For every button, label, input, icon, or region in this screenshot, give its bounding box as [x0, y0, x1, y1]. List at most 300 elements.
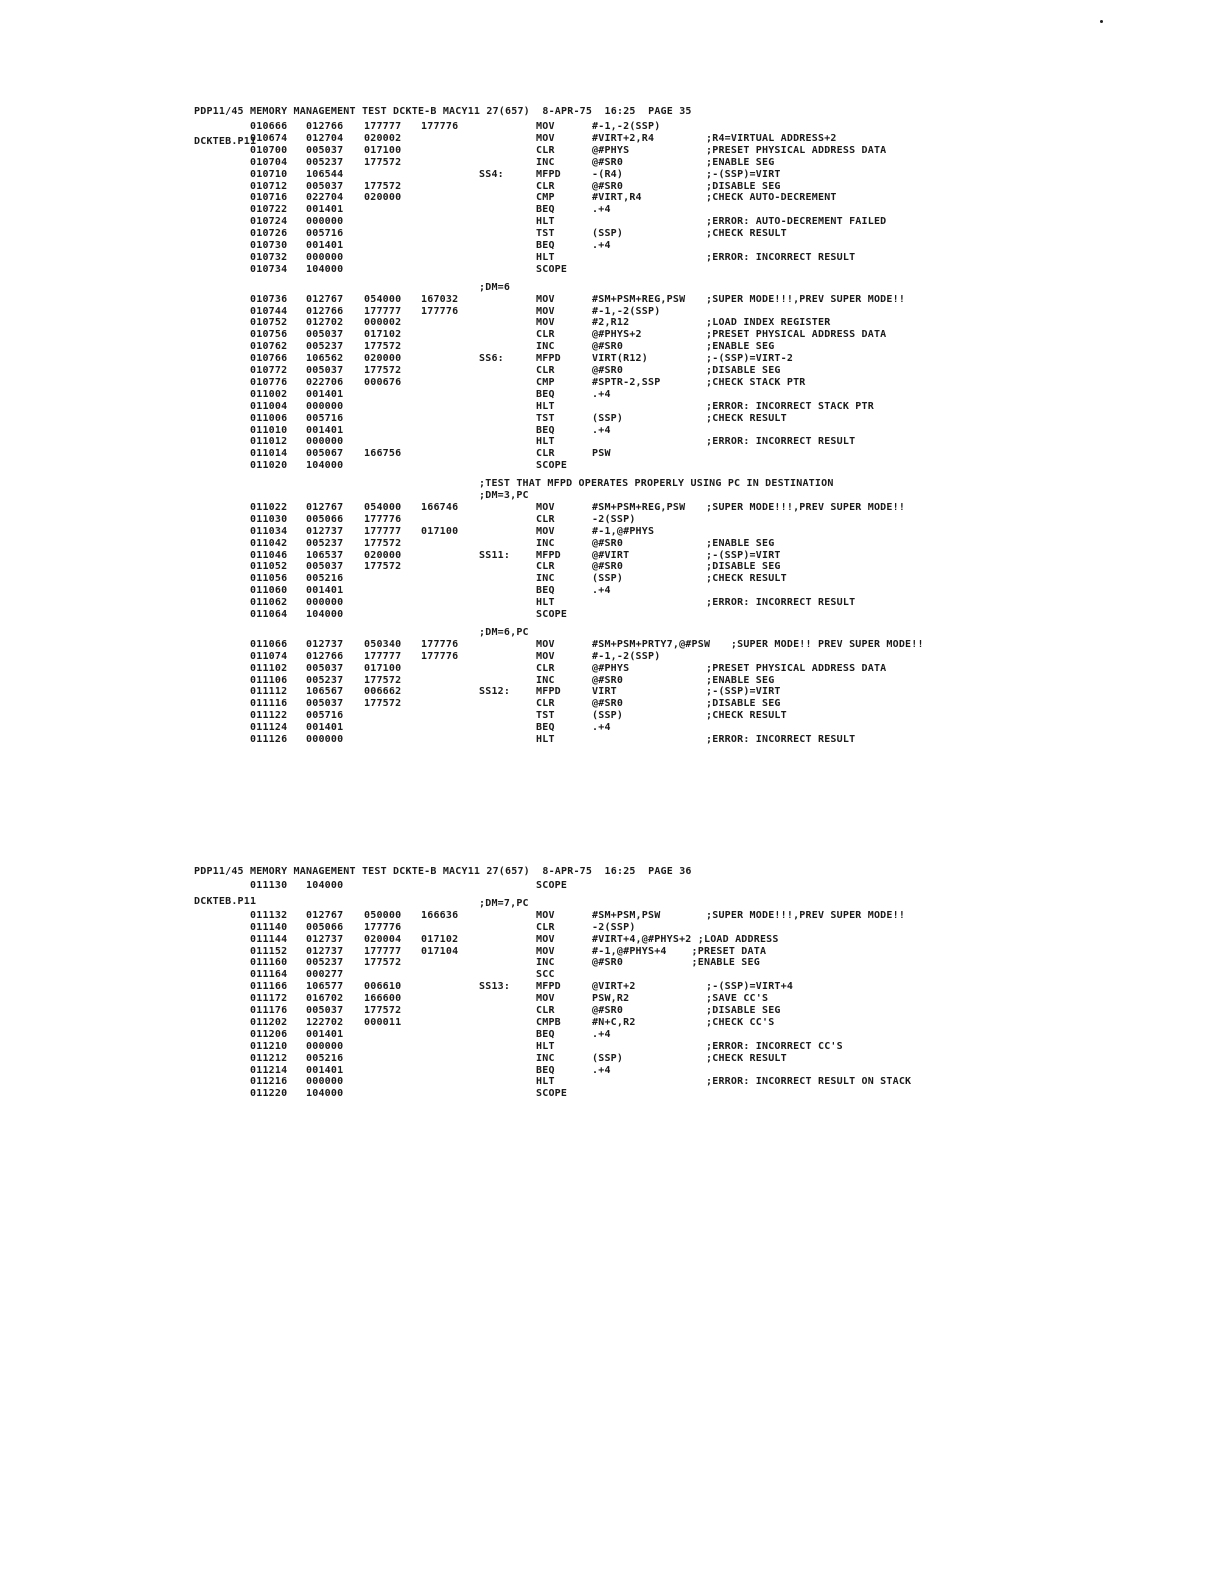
- cell-comment: ;ENABLE SEG: [706, 674, 775, 686]
- cell-arg: @VIRT+2: [592, 981, 636, 993]
- cell-w1: 106537: [306, 549, 344, 561]
- cell-addr: 011056: [250, 573, 288, 585]
- cell-op: CLR: [536, 513, 555, 525]
- cell-arg: VIRT: [592, 686, 617, 698]
- cell-addr: 011176: [250, 1005, 288, 1016]
- cell-addr: 011144: [250, 933, 288, 945]
- cell-addr: 010772: [250, 365, 288, 376]
- cell-addr: 011122: [250, 710, 288, 722]
- cell-w1: 005037: [306, 180, 344, 192]
- cell-w1: 005067: [306, 448, 344, 460]
- cell-w2: 020000: [364, 353, 402, 365]
- cell-addr: 011166: [250, 981, 288, 993]
- cell-op: TST: [536, 710, 555, 722]
- cell-w1: 001401: [306, 1028, 344, 1040]
- cell-w1: 104000: [306, 1088, 344, 1100]
- cell-w1: 001401: [306, 585, 344, 597]
- cell-w2: 177777: [364, 650, 402, 662]
- cell-addr: 011116: [250, 698, 288, 710]
- cell-w1: 005037: [306, 1005, 344, 1016]
- cell-comment: ;-(SSP)=VIRT+4: [706, 981, 794, 993]
- cell-arg: @#SR0: [592, 537, 624, 549]
- cell-addr: 011206: [250, 1028, 288, 1040]
- section-comment-text: ;DM=6,PC: [479, 626, 529, 638]
- cell-arg: #-1,@#PHYS+4 ;PRESET DATA: [592, 945, 767, 957]
- cell-comment: ;ERROR: INCORRECT RESULT: [706, 436, 856, 448]
- cell-op: CLR: [536, 921, 555, 933]
- cell-w2: 020000: [364, 192, 402, 204]
- cell-arg: .+4: [592, 388, 611, 400]
- cell-comment: ;SUPER MODE!!!,PREV SUPER MODE!!: [706, 293, 906, 305]
- cell-comment: ;SAVE CC'S: [706, 993, 769, 1005]
- cell-addr: 011012: [250, 436, 288, 448]
- cell-w2: 177777: [364, 305, 402, 317]
- cell-op: SCOPE: [536, 1088, 568, 1100]
- cell-comment: ;CHECK RESULT: [706, 710, 787, 722]
- cell-addr: 010762: [250, 341, 288, 353]
- cell-w1: 005216: [306, 1052, 344, 1064]
- cell-comment: ;-(SSP)=VIRT: [706, 549, 781, 561]
- cell-arg: #-1,@#PHYS: [592, 525, 655, 537]
- cell-comment: ;CHECK STACK PTR: [706, 376, 806, 388]
- cell-op: MOV: [536, 525, 555, 537]
- cell-addr: 011210: [250, 1040, 288, 1052]
- cell-w1: 012702: [306, 317, 344, 329]
- cell-addr: 011066: [250, 638, 288, 650]
- cell-op: TST: [536, 412, 555, 424]
- cell-addr: 011172: [250, 993, 288, 1005]
- cell-w1: 005037: [306, 329, 344, 341]
- cell-op: CLR: [536, 329, 555, 341]
- cell-comment: ;SUPER MODE!! PREV SUPER MODE!!: [706, 638, 924, 650]
- cell-comment: ;R4=VIRTUAL ADDRESS+2: [706, 132, 837, 144]
- cell-w1: 022704: [306, 192, 344, 204]
- cell-w1: 005066: [306, 513, 344, 525]
- cell-w1: 005066: [306, 921, 344, 933]
- cell-w2: 000676: [364, 376, 402, 388]
- cell-w3: 017102: [421, 933, 459, 945]
- cell-w1: 005037: [306, 144, 344, 156]
- cell-w2: 050000: [364, 909, 402, 921]
- cell-comment: ;CHECK CC'S: [706, 1016, 775, 1028]
- cell-op: INC: [536, 674, 555, 686]
- cell-addr: 011132: [250, 909, 288, 921]
- cell-comment: ;DISABLE SEG: [706, 1005, 781, 1016]
- cell-w1: 000277: [306, 969, 344, 981]
- cell-addr: 011060: [250, 585, 288, 597]
- cell-addr: 011102: [250, 662, 288, 674]
- cell-addr: 011002: [250, 388, 288, 400]
- cell-op: MOV: [536, 121, 555, 132]
- cell-w2: 177777: [364, 121, 402, 132]
- cell-arg: .+4: [592, 204, 611, 216]
- cell-op: MOV: [536, 293, 555, 305]
- cell-addr: 010716: [250, 192, 288, 204]
- cell-w2: 006610: [364, 981, 402, 993]
- cell-addr: 011006: [250, 412, 288, 424]
- cell-comment: ;ERROR: INCORRECT STACK PTR: [706, 400, 874, 412]
- cell-comment: ;-(SSP)=VIRT: [706, 686, 781, 698]
- cell-addr: 011106: [250, 674, 288, 686]
- cell-arg: #VIRT+4,@#PHYS+2 ;LOAD ADDRESS: [592, 933, 779, 945]
- cell-arg: .+4: [592, 722, 611, 734]
- cell-arg: (SSP): [592, 1052, 624, 1064]
- cell-w1: 012704: [306, 132, 344, 144]
- cell-w2: 177572: [364, 957, 402, 969]
- cell-op: MOV: [536, 650, 555, 662]
- cell-w3: 017100: [421, 525, 459, 537]
- cell-op: INC: [536, 573, 555, 585]
- cell-w1: 106567: [306, 686, 344, 698]
- cell-w2: 050340: [364, 638, 402, 650]
- cell-arg: #SPTR-2,SSP: [592, 376, 661, 388]
- cell-w1: 000000: [306, 1040, 344, 1052]
- cell-arg: VIRT(R12): [592, 353, 648, 365]
- cell-op: MOV: [536, 501, 555, 513]
- cell-op: SCOPE: [536, 880, 568, 891]
- cell-addr: 010722: [250, 204, 288, 216]
- cell-w2: 177572: [364, 156, 402, 168]
- cell-op: MOV: [536, 638, 555, 650]
- cell-addr: 011014: [250, 448, 288, 460]
- cell-w2: 177776: [364, 513, 402, 525]
- cell-op: BEQ: [536, 204, 555, 216]
- cell-arg: (SSP): [592, 228, 624, 240]
- cell-w1: 012767: [306, 501, 344, 513]
- cell-addr: 010726: [250, 228, 288, 240]
- cell-addr: 010704: [250, 156, 288, 168]
- cell-w1: 104000: [306, 460, 344, 472]
- cell-addr: 011020: [250, 460, 288, 472]
- cell-w1: 122702: [306, 1016, 344, 1028]
- cell-w1: 005037: [306, 662, 344, 674]
- cell-w2: 177572: [364, 180, 402, 192]
- cell-w1: 012737: [306, 933, 344, 945]
- cell-op: SCC: [536, 969, 555, 981]
- cell-op: INC: [536, 341, 555, 353]
- cell-w1: 005037: [306, 561, 344, 573]
- cell-w2: 020004: [364, 933, 402, 945]
- cell-addr: 010766: [250, 353, 288, 365]
- cell-w2: 177572: [364, 341, 402, 353]
- cell-arg: -2(SSP): [592, 513, 636, 525]
- cell-w2: 017100: [364, 144, 402, 156]
- cell-arg: #-1,-2(SSP): [592, 650, 661, 662]
- cell-addr: 010752: [250, 317, 288, 329]
- cell-comment: ;ERROR: INCORRECT RESULT: [706, 251, 856, 263]
- cell-op: MOV: [536, 909, 555, 921]
- cell-op: HLT: [536, 436, 555, 448]
- cell-arg: @#SR0: [592, 674, 624, 686]
- cell-w2: 017100: [364, 662, 402, 674]
- cell-addr: 010712: [250, 180, 288, 192]
- cell-addr: 010730: [250, 240, 288, 251]
- cell-w2: 000002: [364, 317, 402, 329]
- cell-comment: ;ENABLE SEG: [706, 341, 775, 353]
- cell-comment: ;DISABLE SEG: [706, 180, 781, 192]
- cell-comment: ;-(SSP)=VIRT-2: [706, 353, 794, 365]
- cell-w1: 000000: [306, 436, 344, 448]
- cell-comment: ;PRESET PHYSICAL ADDRESS DATA: [706, 662, 887, 674]
- cell-addr: 011160: [250, 957, 288, 969]
- cell-arg: @#SR0 ;ENABLE SEG: [592, 957, 760, 969]
- cell-w1: 005716: [306, 710, 344, 722]
- header-line-1: PDP11/45 MEMORY MANAGEMENT TEST DCKTE-B MACY11 27(657) 8-APR-75 16:25 PAGE 36: [194, 866, 692, 877]
- cell-arg: #N+C,R2: [592, 1016, 636, 1028]
- cell-w3: 177776: [421, 305, 459, 317]
- cell-w2: 177572: [364, 561, 402, 573]
- cell-op: MOV: [536, 132, 555, 144]
- cell-comment: ;SUPER MODE!!!,PREV SUPER MODE!!: [706, 501, 906, 513]
- cell-op: MFPD: [536, 686, 561, 698]
- cell-addr: 010736: [250, 293, 288, 305]
- cell-label: SS4:: [479, 168, 504, 180]
- cell-w1: 104000: [306, 609, 344, 620]
- cell-comment: ;CHECK RESULT: [706, 228, 787, 240]
- cell-arg: PSW: [592, 448, 611, 460]
- cell-arg: @#SR0: [592, 365, 624, 376]
- cell-op: BEQ: [536, 585, 555, 597]
- cell-addr: 010734: [250, 263, 288, 275]
- cell-arg: #SM+PSM+REG,PSW: [592, 501, 686, 513]
- cell-comment: ;ERROR: AUTO-DECREMENT FAILED: [706, 216, 887, 228]
- cell-op: HLT: [536, 216, 555, 228]
- cell-w2: 177777: [364, 525, 402, 537]
- cell-op: CLR: [536, 698, 555, 710]
- cell-w1: 001401: [306, 1064, 344, 1076]
- cell-op: BEQ: [536, 1064, 555, 1076]
- cell-arg: (SSP): [592, 573, 624, 585]
- cell-arg: #2,R12: [592, 317, 630, 329]
- cell-arg: @#SR0: [592, 1005, 624, 1016]
- cell-addr: 010732: [250, 251, 288, 263]
- cell-w1: 012737: [306, 945, 344, 957]
- cell-arg: -(R4): [592, 168, 624, 180]
- cell-op: HLT: [536, 1076, 555, 1088]
- cell-w3: 167032: [421, 293, 459, 305]
- cell-op: INC: [536, 537, 555, 549]
- cell-w1: 001401: [306, 722, 344, 734]
- header-line-2: DCKTEB.P11: [194, 136, 257, 147]
- cell-comment: ;SUPER MODE!!!,PREV SUPER MODE!!: [706, 909, 906, 921]
- cell-op: INC: [536, 156, 555, 168]
- cell-addr: 011042: [250, 537, 288, 549]
- cell-comment: ;-(SSP)=VIRT: [706, 168, 781, 180]
- cell-op: CMPB: [536, 1016, 561, 1028]
- cell-op: MOV: [536, 993, 555, 1005]
- cell-w1: 005237: [306, 341, 344, 353]
- cell-addr: 011064: [250, 609, 288, 620]
- cell-addr: 011216: [250, 1076, 288, 1088]
- cell-arg: -2(SSP): [592, 921, 636, 933]
- cell-op: MOV: [536, 933, 555, 945]
- cell-op: MOV: [536, 305, 555, 317]
- cell-arg: (SSP): [592, 412, 624, 424]
- cell-addr: 010756: [250, 329, 288, 341]
- cell-addr: 011140: [250, 921, 288, 933]
- cell-addr: 011212: [250, 1052, 288, 1064]
- cell-label: SS13:: [479, 981, 511, 993]
- cell-addr: 011202: [250, 1016, 288, 1028]
- cell-op: CMP: [536, 376, 555, 388]
- cell-addr: 011034: [250, 525, 288, 537]
- cell-w2: 177776: [364, 921, 402, 933]
- cell-comment: ;ERROR: INCORRECT RESULT: [706, 597, 856, 609]
- cell-op: MFPD: [536, 549, 561, 561]
- cell-op: CLR: [536, 561, 555, 573]
- cell-w1: 000000: [306, 597, 344, 609]
- cell-arg: #VIRT+2,R4: [592, 132, 655, 144]
- cell-comment: ;PRESET PHYSICAL ADDRESS DATA: [706, 144, 887, 156]
- cell-arg: @#PHYS: [592, 144, 630, 156]
- cell-arg: .+4: [592, 1064, 611, 1076]
- cell-comment: ;CHECK AUTO-DECREMENT: [706, 192, 837, 204]
- cell-addr: 011074: [250, 650, 288, 662]
- cell-op: CLR: [536, 448, 555, 460]
- cell-op: HLT: [536, 1040, 555, 1052]
- cell-addr: 011124: [250, 722, 288, 734]
- cell-comment: ;PRESET PHYSICAL ADDRESS DATA: [706, 329, 887, 341]
- cell-op: BEQ: [536, 388, 555, 400]
- cell-w3: 166746: [421, 501, 459, 513]
- cell-op: HLT: [536, 251, 555, 263]
- cell-w1: 106577: [306, 981, 344, 993]
- cell-addr: 010674: [250, 132, 288, 144]
- cell-label: SS12:: [479, 686, 511, 698]
- cell-w2: 020000: [364, 549, 402, 561]
- cell-addr: 010666: [250, 121, 288, 132]
- cell-w1: 001401: [306, 424, 344, 436]
- cell-addr: 011030: [250, 513, 288, 525]
- cell-w3: 177776: [421, 638, 459, 650]
- cell-arg: @#SR0: [592, 561, 624, 573]
- cell-w1: 016702: [306, 993, 344, 1005]
- cell-arg: #-1,-2(SSP): [592, 121, 661, 132]
- cell-op: BEQ: [536, 424, 555, 436]
- cell-op: SCOPE: [536, 609, 568, 620]
- cell-w3: 166636: [421, 909, 459, 921]
- cell-arg: @#VIRT: [592, 549, 630, 561]
- cell-w1: 005216: [306, 573, 344, 585]
- cell-w2: 166756: [364, 448, 402, 460]
- cell-op: TST: [536, 228, 555, 240]
- cell-arg: @#PHYS+2: [592, 329, 642, 341]
- cell-w1: 000000: [306, 251, 344, 263]
- cell-op: CLR: [536, 365, 555, 376]
- cell-addr: 011052: [250, 561, 288, 573]
- cell-w2: 177572: [364, 674, 402, 686]
- cell-w1: 001401: [306, 388, 344, 400]
- cell-w1: 022706: [306, 376, 344, 388]
- cell-arg: (SSP): [592, 710, 624, 722]
- cell-arg: PSW,R2: [592, 993, 630, 1005]
- cell-addr: 010744: [250, 305, 288, 317]
- cell-arg: @#SR0: [592, 156, 624, 168]
- cell-addr: 011130: [250, 880, 288, 891]
- cell-w1: 001401: [306, 240, 344, 251]
- cell-w1: 012737: [306, 525, 344, 537]
- cell-comment: ;ENABLE SEG: [706, 537, 775, 549]
- cell-label: SS6:: [479, 353, 504, 365]
- cell-addr: 011126: [250, 734, 288, 745]
- cell-w1: 012767: [306, 293, 344, 305]
- cell-arg: .+4: [592, 424, 611, 436]
- cell-comment: ;CHECK RESULT: [706, 412, 787, 424]
- cell-op: MFPD: [536, 981, 561, 993]
- cell-op: INC: [536, 1052, 555, 1064]
- cell-arg: #SM+PSM+PRTY7,@#PSW: [592, 638, 711, 650]
- header-line-1: PDP11/45 MEMORY MANAGEMENT TEST DCKTE-B MACY11 27(657) 8-APR-75 16:25 PAGE 35: [194, 106, 692, 117]
- cell-op: CLR: [536, 662, 555, 674]
- cell-w1: 005716: [306, 228, 344, 240]
- cell-w2: 054000: [364, 293, 402, 305]
- cell-w2: 177572: [364, 1005, 402, 1016]
- cell-op: HLT: [536, 597, 555, 609]
- cell-w1: 005716: [306, 412, 344, 424]
- cell-w2: 177572: [364, 365, 402, 376]
- section-comment-text: ;DM=3,PC: [479, 490, 529, 501]
- cell-addr: 011220: [250, 1088, 288, 1100]
- cell-comment: ;DISABLE SEG: [706, 365, 781, 376]
- cell-addr: 011004: [250, 400, 288, 412]
- cell-w1: 005237: [306, 674, 344, 686]
- cell-w1: 012766: [306, 650, 344, 662]
- cell-comment: ;DISABLE SEG: [706, 698, 781, 710]
- cell-comment: ;ERROR: INCORRECT CC'S: [706, 1040, 843, 1052]
- cell-arg: @#PHYS: [592, 662, 630, 674]
- cell-arg: .+4: [592, 240, 611, 251]
- cell-w2: 177572: [364, 537, 402, 549]
- cell-w2: 177777: [364, 945, 402, 957]
- cell-w2: 000011: [364, 1016, 402, 1028]
- cell-op: HLT: [536, 400, 555, 412]
- cell-arg: .+4: [592, 585, 611, 597]
- cell-w1: 106562: [306, 353, 344, 365]
- cell-w1: 012766: [306, 305, 344, 317]
- cell-w3: 177776: [421, 121, 459, 132]
- cell-addr: 011010: [250, 424, 288, 436]
- cell-w1: 104000: [306, 263, 344, 275]
- cell-w1: 005237: [306, 156, 344, 168]
- cell-w2: 017102: [364, 329, 402, 341]
- cell-op: CLR: [536, 180, 555, 192]
- cell-w1: 000000: [306, 400, 344, 412]
- cell-addr: 010776: [250, 376, 288, 388]
- cell-addr: 011164: [250, 969, 288, 981]
- cell-op: SCOPE: [536, 460, 568, 472]
- cell-arg: #SM+PSM+REG,PSW: [592, 293, 686, 305]
- cell-w2: 054000: [364, 501, 402, 513]
- cell-addr: 011022: [250, 501, 288, 513]
- cell-w2: 177572: [364, 698, 402, 710]
- cell-comment: ;DISABLE SEG: [706, 561, 781, 573]
- cell-op: MFPD: [536, 168, 561, 180]
- header-line-2: DCKTEB.P11: [194, 896, 257, 907]
- cell-arg: @#SR0: [592, 698, 624, 710]
- cell-op: HLT: [536, 734, 555, 745]
- cell-op: BEQ: [536, 722, 555, 734]
- cell-arg: #-1,-2(SSP): [592, 305, 661, 317]
- cell-addr: 011152: [250, 945, 288, 957]
- cell-comment: ;LOAD INDEX REGISTER: [706, 317, 831, 329]
- cell-addr: 010710: [250, 168, 288, 180]
- cell-comment: ;ERROR: INCORRECT RESULT ON STACK: [706, 1076, 912, 1088]
- cell-addr: 011214: [250, 1064, 288, 1076]
- cell-arg: @#SR0: [592, 180, 624, 192]
- cell-w1: 012737: [306, 638, 344, 650]
- section-comment-text: ;TEST THAT MFPD OPERATES PROPERLY USING PC IN DESTINATION: [479, 478, 834, 490]
- cell-w2: 006662: [364, 686, 402, 698]
